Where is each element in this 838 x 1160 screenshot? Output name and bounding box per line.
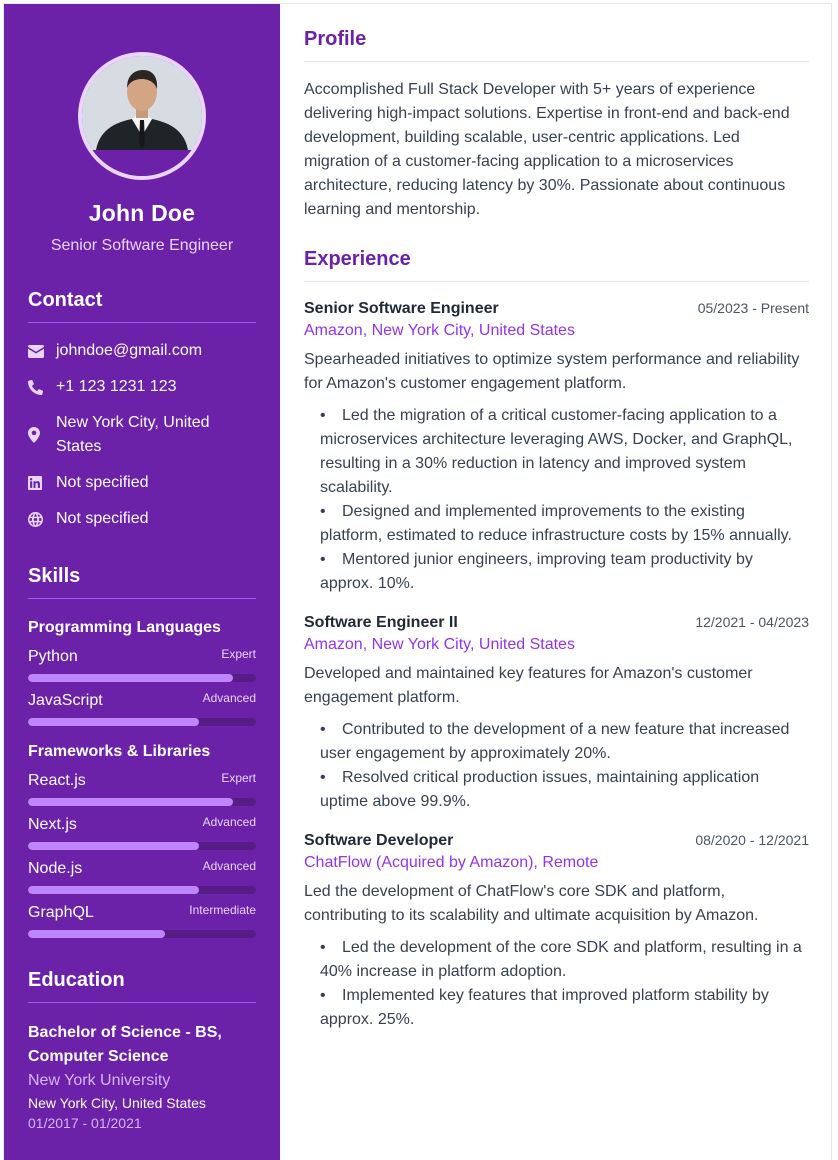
skill-item bbox=[28, 647, 256, 681]
experience-section bbox=[304, 248, 809, 1032]
contact-website-text: Not specified bbox=[56, 510, 149, 527]
sidebar bbox=[4, 4, 280, 1160]
skill-bar bbox=[28, 798, 256, 806]
skill-bar-fill bbox=[28, 886, 199, 894]
education-heading: Education bbox=[28, 969, 256, 1003]
linkedin-icon bbox=[28, 471, 46, 495]
job-company: ChatFlow (Acquired by Amazon), Remote bbox=[304, 854, 599, 871]
job-entry bbox=[304, 300, 809, 596]
job-title: Senior Software Engineer bbox=[304, 300, 499, 317]
skills-heading: Skills bbox=[28, 565, 256, 599]
skill-bar-fill bbox=[28, 842, 199, 850]
profile-heading: Profile bbox=[304, 28, 809, 62]
contact-section bbox=[28, 289, 256, 531]
job-bullet: • Led the development of the core SDK and platform, resulting in a 40% increase in platform adoption. bbox=[320, 936, 809, 984]
contact-linkedin[interactable] bbox=[28, 471, 256, 495]
job-bullet: • Contributed to the development of a new feature that increased user engagement by approximately 20%. bbox=[320, 718, 809, 766]
skill-bar bbox=[28, 842, 256, 850]
job-dates: 12/2021 - 04/2023 bbox=[695, 614, 809, 630]
skill-item bbox=[28, 859, 256, 893]
skill-level: Expert bbox=[221, 647, 256, 661]
contact-email[interactable] bbox=[28, 339, 256, 363]
location-pin-icon bbox=[28, 411, 46, 459]
job-dates: 05/2023 - Present bbox=[697, 300, 809, 316]
job-bullet: • Led the migration of a critical customer-facing application to a microservices architecture leveraging AWS, Docker, and GraphQL, resulting in a 30% reduction in latency and improved system scalability. bbox=[320, 404, 809, 500]
contact-email-text: johndoe@gmail.com bbox=[56, 342, 203, 359]
job-bullets bbox=[304, 718, 809, 814]
job-title: Software Engineer II bbox=[304, 614, 458, 631]
profile-photo bbox=[78, 52, 206, 180]
contact-linkedin-text: Not specified bbox=[56, 474, 149, 491]
skill-level: Intermediate bbox=[189, 903, 256, 917]
skill-bar-fill bbox=[28, 674, 233, 682]
envelope-icon bbox=[28, 339, 46, 363]
contact-website[interactable] bbox=[28, 507, 256, 531]
skill-item bbox=[28, 771, 256, 805]
resume-page bbox=[3, 3, 832, 1160]
education-degree: Bachelor of Science - BS, Computer Science bbox=[28, 1024, 222, 1065]
phone-icon bbox=[28, 375, 46, 399]
profile-summary: Accomplished Full Stack Developer with 5+ years of experience delivering high-impact solutions. Expertise in front-end and back-end development, building scalable, user-centric applications. Led migration of a customer-facing application to a microservices architecture, reducing latency by 30%. Passionate about continuous learning and mentorship. bbox=[304, 81, 790, 218]
globe-icon bbox=[28, 507, 46, 531]
job-bullet: • Mentored junior engineers, improving team productivity by approx. 10%. bbox=[320, 548, 809, 596]
skill-name: Node.js bbox=[28, 860, 83, 877]
person-name: John Doe bbox=[88, 200, 196, 226]
job-bullets bbox=[304, 404, 809, 596]
profile-section bbox=[304, 28, 809, 222]
skill-bar bbox=[28, 718, 256, 726]
job-bullets bbox=[304, 936, 809, 1032]
job-dates: 08/2020 - 12/2021 bbox=[695, 832, 809, 848]
skill-name: React.js bbox=[28, 772, 86, 789]
job-description: Led the development of ChatFlow's core SDK and platform, contributing to its scalability and ultimate acquisition by Amazon. bbox=[304, 883, 759, 924]
skill-level: Advanced bbox=[202, 859, 256, 873]
skill-item bbox=[28, 815, 256, 849]
skill-name: JavaScript bbox=[28, 692, 103, 709]
job-company: Amazon, New York City, United States bbox=[304, 322, 575, 339]
job-bullet: • Implemented key features that improved platform stability by approx. 25%. bbox=[320, 984, 809, 1032]
job-bullet: • Resolved critical production issues, maintaining application uptime above 99.9%. bbox=[320, 766, 809, 814]
contact-phone-text: +1 123 1231 123 bbox=[56, 378, 177, 395]
job-bullet: • Designed and implemented improvements to the existing platform, estimated to reduce infrastructure costs by 15% annually. bbox=[320, 500, 809, 548]
job-entry bbox=[304, 832, 809, 1032]
skill-level: Advanced bbox=[202, 691, 256, 705]
education-dates: 01/2017 - 01/2021 bbox=[28, 1115, 142, 1131]
job-company: Amazon, New York City, United States bbox=[304, 636, 575, 653]
skill-item bbox=[28, 691, 256, 725]
skill-group-title: Programming Languages bbox=[28, 619, 221, 636]
skill-level: Advanced bbox=[202, 815, 256, 829]
profile-photo-image bbox=[82, 56, 202, 176]
contact-heading: Contact bbox=[28, 289, 256, 323]
experience-heading: Experience bbox=[304, 248, 809, 282]
skill-level: Expert bbox=[221, 771, 256, 785]
job-description: Developed and maintained key features for Amazon's customer engagement platform. bbox=[304, 665, 753, 706]
main-content bbox=[280, 4, 833, 1032]
skill-item bbox=[28, 903, 256, 937]
job-entry bbox=[304, 614, 809, 814]
person-title: Senior Software Engineer bbox=[50, 237, 234, 254]
skill-bar-fill bbox=[28, 798, 233, 806]
skill-bar bbox=[28, 674, 256, 682]
contact-location-text: New York City, United States bbox=[56, 414, 210, 455]
skill-bar bbox=[28, 930, 256, 938]
job-description: Spearheaded initiatives to optimize system performance and reliability for Amazon's customer engagement platform. bbox=[304, 351, 800, 392]
skill-bar bbox=[28, 886, 256, 894]
skill-bar-fill bbox=[28, 930, 165, 938]
skill-name: GraphQL bbox=[28, 904, 94, 921]
skill-group-title: Frameworks & Libraries bbox=[28, 743, 211, 760]
education-school: New York University bbox=[28, 1072, 171, 1089]
education-section bbox=[28, 969, 256, 1131]
skills-section bbox=[28, 565, 256, 937]
skill-name: Next.js bbox=[28, 816, 77, 833]
contact-phone[interactable] bbox=[28, 375, 256, 399]
education-location: New York City, United States bbox=[28, 1095, 206, 1111]
job-title: Software Developer bbox=[304, 832, 454, 849]
skill-name: Python bbox=[28, 648, 78, 665]
contact-location bbox=[28, 411, 256, 459]
skill-bar-fill bbox=[28, 718, 199, 726]
